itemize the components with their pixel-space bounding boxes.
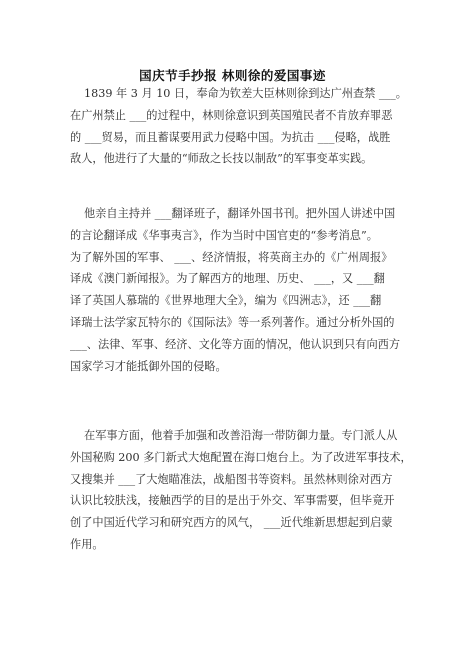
paragraph-3 bbox=[70, 425, 410, 556]
paragraph-line: 敌人，他进行了大量的“师敌之长技以制敌”的军事变革实践。 bbox=[70, 152, 373, 166]
paragraph-line: 译成《澳门新闻报》。为了解西方的地理、历史、 ___，又 ___翻 bbox=[70, 272, 385, 286]
paragraph-line: 译瑞士法学家瓦特尔的《国际法》等一系列著作。通过分析外国的 bbox=[70, 315, 395, 329]
paragraph-line: 外国秘购 200 多门新式大炮配置在海口炮台上。为了改进军事技术， bbox=[70, 450, 412, 464]
paragraph-line: 的 ___贸易，而且蓄谋要用武力侵略中国。为抗击 ___侵略，战胜 bbox=[70, 130, 391, 144]
paragraph-line: 又搜集并 ___了大炮瞄准法，战船图书等资料。虽然林则徐对西方 bbox=[70, 472, 393, 486]
paragraph-line: 在广州禁止 ___的过程中，林则徐意识到英国殖民者不肯放弃罪恶 bbox=[70, 108, 393, 122]
paragraph-1 bbox=[70, 83, 410, 170]
paragraph-line: 在军事方面，他着手加强和改善沿海一带防御力量。专门派人从 bbox=[84, 429, 398, 442]
paragraph-line: 为了解外国的军事、 ___、经济情报，将英商主办的《广州周报》 bbox=[70, 250, 393, 264]
paragraph-line: 1839 年 3 月 10 日，奉命为钦差大臣林则徐到达广州查禁 ___。 bbox=[84, 87, 407, 100]
paragraph-line: 作用。 bbox=[70, 537, 104, 551]
paragraph-line: 他亲自主持并 ___翻译班子，翻译外国书刊。把外国人讲述中国 bbox=[84, 207, 396, 220]
paragraph-line: 的言论翻译成《华事夷言》，作为当时中国官吏的“参考消息”。 bbox=[70, 228, 378, 242]
paragraph-line: 认识比较肤浅，接触西学的目的是出于外交、军事需要，但毕竟开 bbox=[70, 494, 395, 508]
paragraph-line: 国家学习才能抵御外国的侵略。 bbox=[70, 359, 227, 373]
paragraph-line: 译了英国人慕瑞的《世界地理大全》，编为《四洲志》，还 ___翻 bbox=[70, 294, 382, 308]
paragraph-2 bbox=[70, 203, 410, 377]
paragraph-line: ___、法律、军事、经济、文化等方面的情况，他认识到只有向西方 bbox=[70, 337, 401, 351]
paragraph-line: 创了中国近代学习和研究西方的风气， ___近代维新思想起到启蒙 bbox=[70, 516, 393, 530]
document-title: 国庆节手抄报 林则徐的爱国事迹 bbox=[139, 68, 326, 83]
